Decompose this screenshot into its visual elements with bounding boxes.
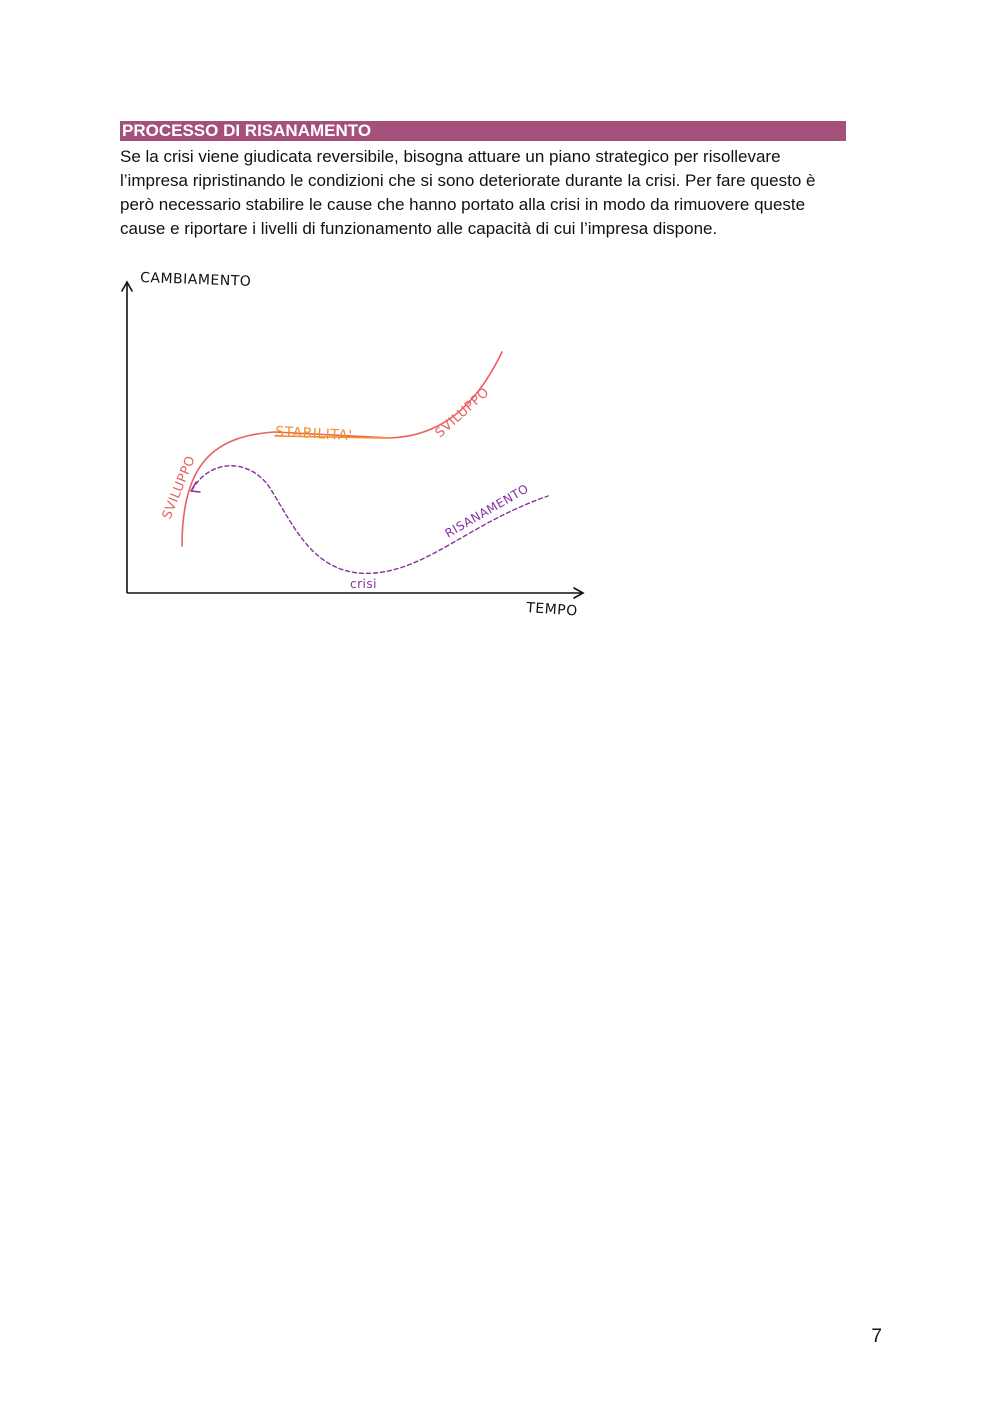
y-axis-label: CAMBIAMENTO xyxy=(139,270,252,290)
crisis-curve-arrow-icon xyxy=(191,482,200,492)
section-heading: PROCESSO DI RISANAMENTO xyxy=(120,121,846,141)
crisis-lifecycle-diagram xyxy=(110,258,610,628)
label-sviluppo-left: SVILUPPO xyxy=(159,453,199,522)
label-risanamento: RISANAMENTO xyxy=(442,481,532,541)
paragraph-line: l’impresa ripristinando le condizioni che si sono deteriorate durante la crisi. Per fare questo è xyxy=(120,171,816,190)
x-axis-label: TEMPO xyxy=(525,600,579,620)
label-stabilita: STABILITA' xyxy=(274,424,354,445)
paragraph-line: però necessario stabilire le cause che hanno portato alla crisi in modo da rimuovere queste xyxy=(120,195,806,214)
page-number: 7 xyxy=(871,1326,882,1347)
crisis-curve xyxy=(192,466,548,574)
body-paragraph xyxy=(120,145,890,241)
paragraph-line: Se la crisi viene giudicata reversibile, bisogna attuare un piano strategico per risollevare xyxy=(120,147,781,166)
label-sviluppo-right: SVILUPPO xyxy=(432,384,493,441)
label-crisi: crisi xyxy=(350,577,377,591)
paragraph-line: cause e riportare i livelli di funzionamento alle capacità di cui l’impresa dispone. xyxy=(120,219,718,238)
growth-curve xyxy=(182,352,502,546)
